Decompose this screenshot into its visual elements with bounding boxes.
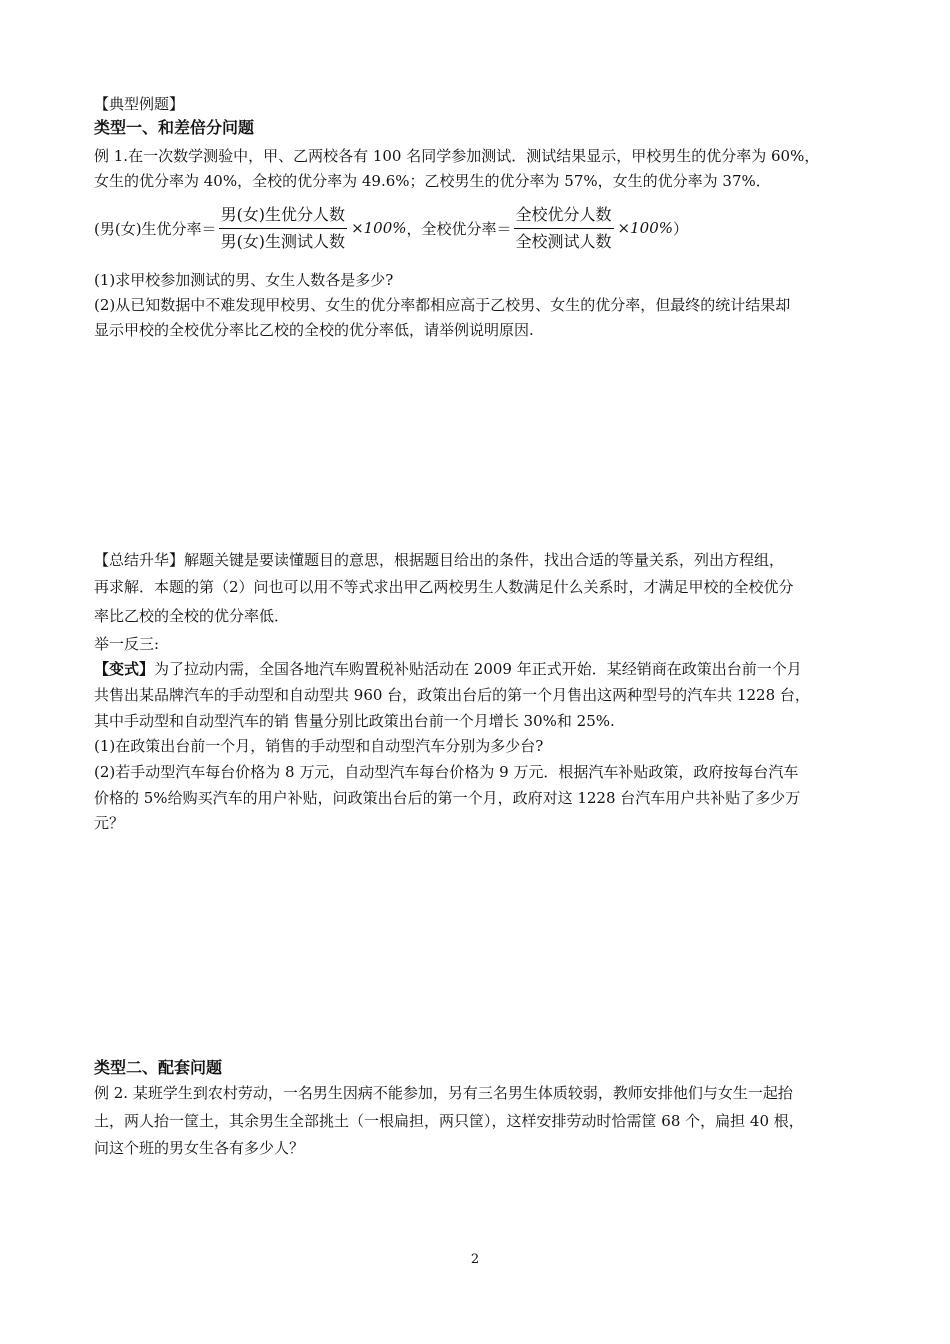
example1-line1: 例 1.在一次数学测验中，甲、乙两校各有 100 名同学参加测试．测试结果显示，甲校男生的优分率为 60%，	[94, 147, 820, 165]
fraction-denominator: 全校测试人数	[515, 231, 612, 251]
type2-heading: 类型二、配套问题	[94, 1058, 223, 1077]
summary-line3: 率比乙校的全校的优分率低．	[94, 607, 290, 625]
variant-question2-line3: 元？	[94, 814, 125, 832]
fraction-denominator: 男(女)生测试人数	[220, 231, 346, 251]
example2-line2: 土，两人抬一筐土，其余男生全部挑土（一根扁担，两只筐），这样安排劳动时恰需筐 68 个，扁担 40 根，	[94, 1112, 804, 1130]
summary-label: 【总结升华】	[94, 551, 185, 569]
variant-question2-line2: 价格的 5%给购买汽车的用户补贴，问政策出台后的第一个月，政府对这 1228 台汽车用户共补贴了多少万	[94, 789, 801, 807]
section-header: 【典型例题】	[94, 95, 185, 113]
example1-line2: 女生的优分率为 40%，全校的优分率为 49.6%；乙校男生的优分率为 57%，女生的优分率为 37%．	[94, 172, 771, 190]
variant-line3: 其中手动型和自动型汽车的销 售量分别比政策出台前一个月增长 30%和 25%.	[94, 712, 615, 730]
page-number: 2	[470, 1252, 480, 1267]
example1-question2-line2: 显示甲校的全校优分率比乙校的全校的优分率低，请举例说明原因.	[94, 321, 534, 339]
times-percent: ×100%	[351, 219, 407, 237]
formula-suffix: ）	[673, 219, 689, 238]
formula-prefix: (男(女)生优分率＝	[94, 219, 217, 238]
summary-line1	[94, 550, 784, 570]
variant-line1	[94, 659, 802, 679]
optimal-rate-formula	[94, 198, 688, 258]
practice-label: 举一反三:	[94, 635, 160, 653]
variant-text: 为了拉动内需，全国各地汽车购置税补贴活动在 2009 年正式开始．某经销商在政策出台前一个月	[154, 660, 802, 678]
summary-text: 解题关键是要读懂题目的意思，根据题目给出的条件，找出合适的等量关系，列出方程组，	[184, 551, 785, 569]
times-percent: ×100%	[617, 219, 673, 237]
example2-line1: 例 2. 某班学生到农村劳动，一名男生因病不能参加，另有三名男生体质较弱，教师安排他们与女生一起抬	[94, 1084, 793, 1102]
fraction-numerator: 男(女)生优分人数	[219, 204, 348, 229]
type1-heading: 类型一、和差倍分问题	[94, 118, 255, 137]
fraction-school-rate	[514, 204, 614, 253]
fraction-gender-rate	[219, 204, 348, 253]
formula-middle: ，全校优分率＝	[406, 219, 512, 238]
variant-question1: (1)在政策出台前一个月，销售的手动型和自动型汽车分别为多少台?	[94, 737, 544, 755]
variant-question2-line1: (2)若手动型汽车每台价格为 8 万元，自动型汽车每台价格为 9 万元．根据汽车补贴政策，政府按每台汽车	[94, 763, 799, 781]
variant-line2: 共售出某品牌汽车的手动型和自动型共 960 台，政策出台后的第一个月售出这两种型号的汽车共 1228 台，	[94, 686, 810, 704]
example1-question1: (1)求甲校参加测试的男、女生人数各是多少?	[94, 271, 394, 289]
example2-line3: 问这个班的男女生各有多少人？	[94, 1139, 305, 1157]
summary-line2: 再求解．本题的第（2）问也可以用不等式求出甲乙两校男生人数满足什么关系时，才满足甲校的全校优分	[94, 578, 794, 596]
example1-question2-line1: (2)从已知数据中不难发现甲校男、女生的优分率都相应高于乙校男、女生的优分率，但最终的统计结果却	[94, 296, 791, 314]
variant-label: 【变式】	[94, 660, 155, 678]
fraction-numerator: 全校优分人数	[514, 204, 614, 229]
